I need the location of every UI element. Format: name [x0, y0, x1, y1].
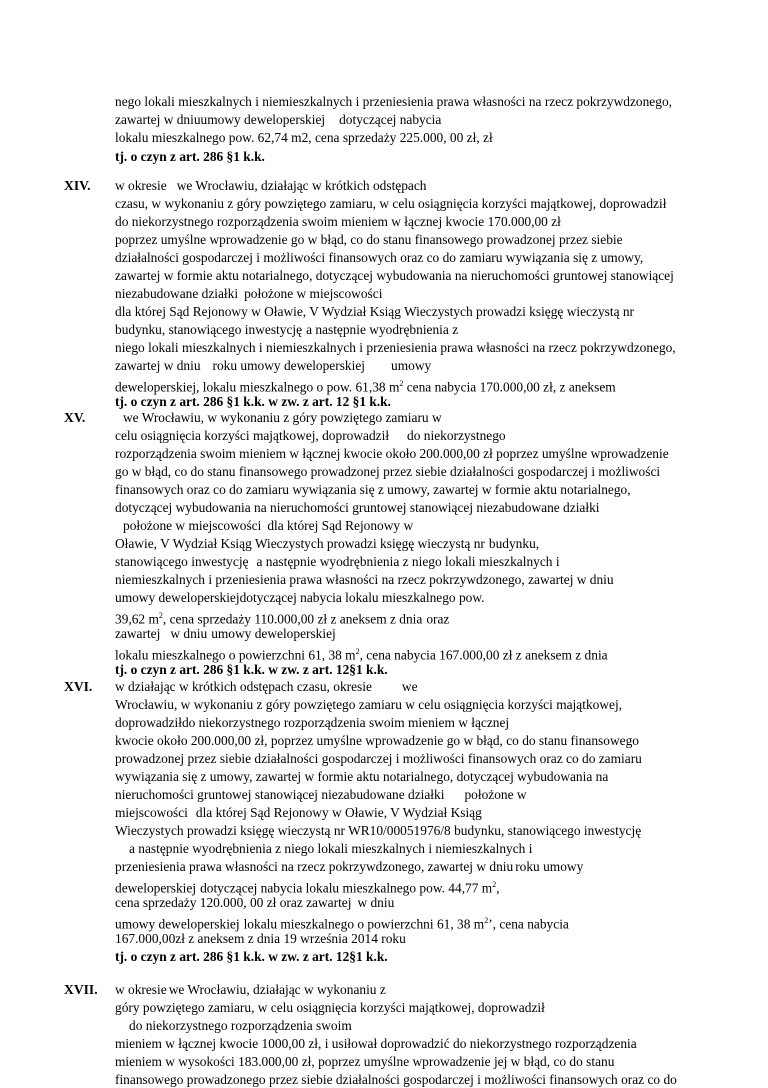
section-xv-charge: tj. o czyn z art. 286 §1 k.k. w zw. z art. 12§1 k.k. [115, 662, 388, 677]
section-xiv-line: niego lokali mieszkalnych i niemieszkalnych i przeniesienia prawa własności na rzecz pokrzywdzonego, [115, 340, 676, 355]
section-xiv-line: poprzez umyślne wprowadzenie go w błąd, co do stanu finansowego prowadzonej przez siebie [115, 232, 623, 247]
section-xvii-line: w okresie we Wrocławiu, działając w wykonaniu z [115, 982, 386, 997]
section-xiv-line: czasu, w wykonaniu z góry powziętego zamiaru, w celu osiągnięcia korzyści majątkowej, doprowadził [115, 196, 667, 211]
section-number-xvii: XVII. [64, 982, 98, 997]
section-xv-line: zawartej w dniu umowy deweloperskiej [115, 626, 336, 641]
section-xiv-line: zawartej w dniu roku umowy deweloperskiej umowy [115, 358, 432, 373]
intro-line-1: nego lokali mieszkalnych i niemieszkalnych i przeniesienia prawa własności na rzecz pokrzywdzonego, [115, 94, 672, 109]
section-xv-line: rozporządzenia swoim mieniem w łącznej kwocie około 200.000,00 zł poprzez umyślne wprowadzenie [115, 446, 669, 461]
section-xv-line: lokalu mieszkalnego o powierzchni 61, 38 $m^2$, cena nabycia 167.000,00 zł z aneksem z dnia [115, 647, 608, 663]
section-xv-line: niemieszkalnych i przeniesienia prawa własności na rzecz pokrzywdzonego, zawartej w dniu [115, 572, 614, 587]
intro-line-3: lokalu mieszkalnego pow. 62,74 m2, cena sprzedaży 225.000, 00 zł, zł [115, 130, 493, 145]
section-xvi-line: kwocie około 200.000,00 zł, poprzez umyślne wprowadzenie go w błąd, co do stanu finansowego [115, 733, 639, 748]
section-xv-line: celu osiągnięcia korzyści majątkowej, doprowadził do niekorzystnego [115, 428, 506, 443]
section-xiv-line: deweloperskiej, lokalu mieszkalnego o pow. 61,38 $m^2$ cena nabycia 170.000,00 zł, z aneksem [115, 379, 616, 395]
section-xvii-line: mieniem w wysokości 183.000,00 zł, poprzez umyślne wprowadzenie jej w błąd, co do stanu [115, 1054, 615, 1069]
section-xvi-line: miejscowości dla której Sąd Rejonowy w Oławie, V Wydział Ksiąg [115, 805, 482, 820]
section-xvi-line: wywiązania się z umowy, zawartej w formie aktu notarialnego, dotyczącej wybudowania na [115, 769, 609, 784]
section-xvi-line: doprowadziłdo niekorzystnego rozporządzenia swoim mieniem w łącznej [115, 715, 510, 730]
section-xvi-line: nieruchomości gruntowej stanowiącej niezabudowane działki położone w [115, 787, 527, 802]
section-xiv-charge: tj. o czyn z art. 286 §1 k.k. w zw. z art. 12 §1 k.k. [115, 394, 391, 409]
section-xiv-line: budynku, stanowiącego inwestycję a następnie wyodrębnienia z [115, 322, 459, 337]
section-xvi-line: w działając w krótkich odstępach czasu, okresie we [115, 679, 418, 694]
section-xiv-line: zawartej w formie aktu notarialnego, dotyczącej wybudowania na nieruchomości gruntowej stanowiącej [115, 268, 674, 283]
section-xv-line: położone w miejscowości dla której Sąd Rejonowy w [123, 518, 414, 533]
section-xv-line: umowy deweloperskiejdotyczącej nabycia lokalu mieszkalnego pow. [115, 590, 485, 605]
section-xv-line: finansowych oraz co do zamiaru wywiązania się z umowy, zawartej w formie aktu notarialnego, [115, 482, 631, 497]
section-xiv-line: do niekorzystnego rozporządzenia swoim mieniem w łącznej kwocie 170.000,00 zł [115, 214, 561, 229]
section-xv-line: stanowiącego inwestycję a następnie wyodrębnienia z niego lokali mieszkalnych i [115, 554, 560, 569]
section-xvii-line: finansowego prowadzonego przez siebie działalności gospodarczej i możliwości finansowych oraz co do [115, 1072, 677, 1087]
section-xvi-line: cena sprzedaży 120.000, 00 zł oraz zawartej w dniu [115, 895, 395, 910]
section-xvi-line: przeniesienia prawa własności na rzecz pokrzywdzonego, zawartej w dniu roku umowy [115, 859, 584, 874]
intro-charge: tj. o czyn z art. 286 §1 k.k. [115, 149, 265, 164]
section-xvi-line: Wrocławiu, w wykonaniu z góry powziętego zamiaru w celu osiągnięcia korzyści majątkowej, [115, 697, 623, 712]
section-xv-line: go w błąd, co do stanu finansowego prowadzonej przez siebie działalności gospodarczej i możliwości [115, 464, 661, 479]
section-xiv-line: w okresie we Wrocławiu, działając w krótkich odstępach [115, 178, 427, 193]
section-xiv-line: dla której Sąd Rejonowy w Oławie, V Wydział Ksiąg Wieczystych prowadzi księgę wieczystą nr [115, 304, 635, 319]
section-xiv-line: niezabudowane działki położone w miejscowości [115, 286, 383, 301]
section-xv-line: 39,62 $m^2$, cena sprzedaży 110.000,00 zł z aneksem z dnia oraz [115, 611, 450, 627]
section-xvi-line: umowy deweloperskiej lokalu mieszkalnego o powierzchni 61, 38 $m^2$’, cena nabycia [115, 916, 569, 932]
section-xvii-line: góry powziętego zamiaru, w celu osiągnięcia korzyści majątkowej, doprowadził [115, 1000, 545, 1015]
section-number-xvi: XVI. [64, 679, 93, 694]
section-xv-line: Oławie, V Wydział Ksiąg Wieczystych prowadzi księgę wieczystą nr budynku, [115, 536, 540, 551]
section-xv-line: dotyczącej wybudowania na nieruchomości gruntowej stanowiącej niezabudowane działki [115, 500, 600, 515]
section-xvi-line: Wieczystych prowadzi księgę wieczystą nr WR10/00051976/8 budynku, stanowiącego inwestycję [115, 823, 642, 838]
section-xvi-line: deweloperskiej dotyczącej nabycia lokalu mieszkalnego pow. 44,77 $m^2$, [115, 880, 500, 896]
section-xvi-line: a następnie wyodrębnienia z niego lokali mieszkalnych i niemieszkalnych i [129, 841, 533, 856]
section-number-xv: XV. [64, 410, 86, 425]
section-xvii-line: do niekorzystnego rozporządzenia swoim [129, 1018, 352, 1033]
section-xvi-line: prowadzonej przez siebie działalności gospodarczej i możliwości finansowych oraz co do zamiaru [115, 751, 642, 766]
section-xv-line: we Wrocławiu, w wykonaniu z góry powziętego zamiaru w [123, 410, 442, 425]
section-xvi-charge: tj. o czyn z art. 286 §1 k.k. w zw. z art. 12§1 k.k. [115, 949, 388, 964]
section-number-xiv: XIV. [64, 178, 91, 193]
section-xiv-line: działalności gospodarczej i możliwości finansowych oraz co do zamiaru wywiązania się z umowy, [115, 250, 644, 265]
section-xvii-line: mieniem w łącznej kwocie 1000,00 zł, i usiłował doprowadzić do niekorzystnego rozporządzenia [115, 1036, 637, 1051]
section-xvi-line: 167.000,00zł z aneksem z dnia 19 września 2014 roku [115, 931, 406, 946]
intro-line-2: zawartej w dniuumowy deweloperskiej dotyczącej nabycia [115, 112, 442, 127]
